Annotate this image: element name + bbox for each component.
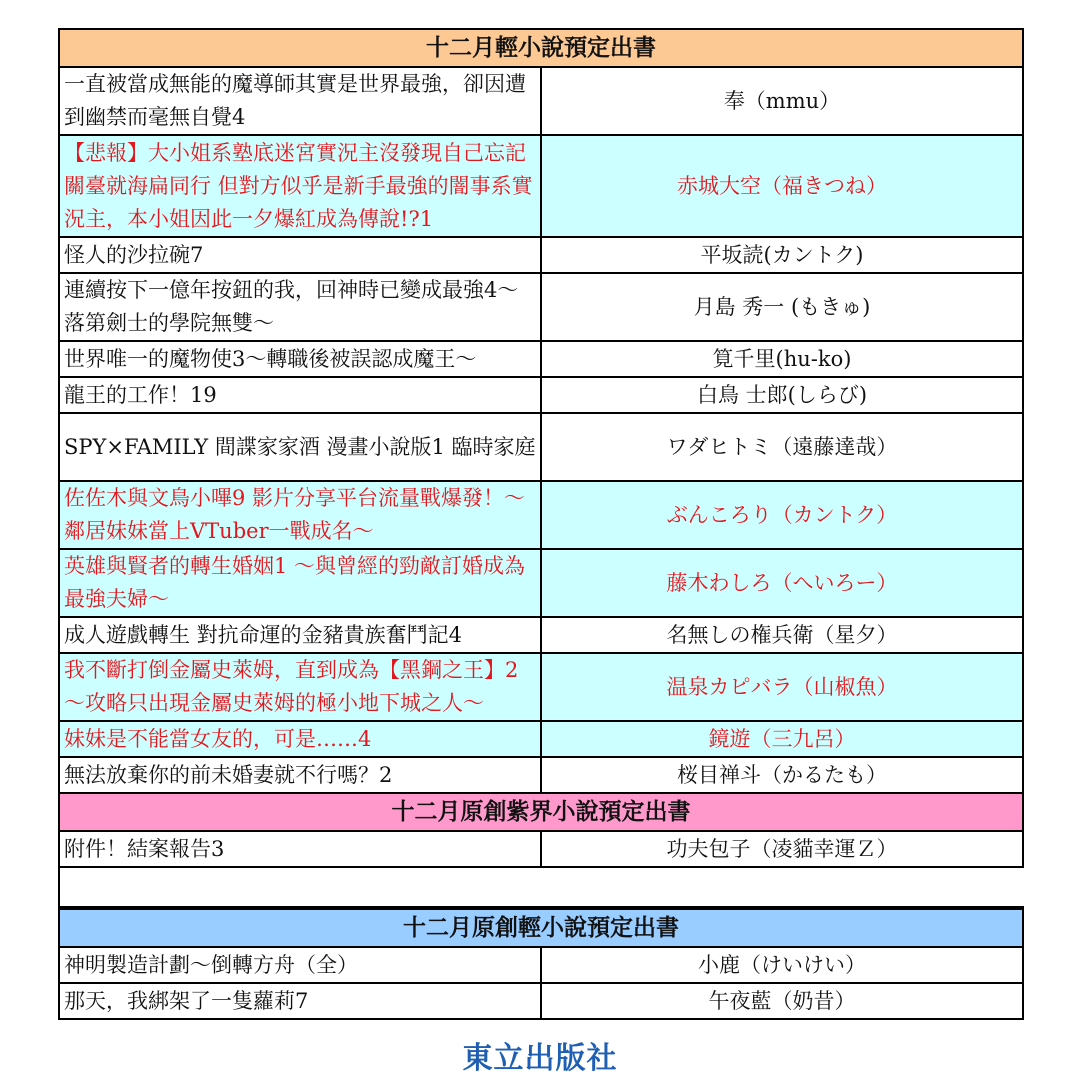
book-author: 名無しの権兵衛（星夕） [541,617,1023,653]
book-title: 【悲報】大小姐系塾底迷宮實況主沒發現自己忘記關臺就海扁同行 但對方似乎是新手最強的闇事系實況主，本小姐因此一夕爆紅成為傳說!?1 [59,135,541,237]
section-header: 十二月原創紫界小說預定出書 [59,793,1023,831]
book-author: 小鹿（けいけい） [541,947,1023,983]
section-header: 十二月原創輕小說預定出書 [59,909,1023,947]
book-row [59,135,1023,237]
book-title: 一直被當成無能的魔導師其實是世界最強，卻因遭到幽禁而毫無自覺4 [59,67,541,135]
book-row [59,481,1023,549]
book-author: 温泉カピバラ（山椒魚） [541,653,1023,721]
section-header-row [59,29,1023,67]
book-row [59,273,1023,341]
book-author: ぶんころり（カントク） [541,481,1023,549]
book-title: 無法放棄你的前未婚妻就不行嗎？2 [59,757,541,793]
release-table-section-3 [58,908,1024,1020]
book-row [59,947,1023,983]
book-author: 赤城大空（福きつね） [541,135,1023,237]
book-title: 怪人的沙拉碗7 [59,237,541,273]
book-title: 那天，我綁架了一隻蘿莉7 [59,983,541,1019]
book-row [59,757,1023,793]
book-author: 筧千里(hu-ko) [541,341,1023,377]
book-row [59,413,1023,481]
book-row [59,377,1023,413]
book-title: SPY×FAMILY 間諜家家酒 漫畫小說版1 臨時家庭 [59,413,541,481]
book-title: 佐佐木與文鳥小嗶9 影片分享平台流量戰爆發！～鄰居妹妹當上VTuber一戰成名～ [59,481,541,549]
book-author: 月島 秀一 (もきゅ) [541,273,1023,341]
section-header: 十二月輕小說預定出書 [59,29,1023,67]
book-row [59,67,1023,135]
book-author: 功夫包子（凌貓幸運Ｚ） [541,831,1023,867]
book-title: 龍王的工作！19 [59,377,541,413]
book-title: 成人遊戲轉生 對抗命運的金豬貴族奮鬥記4 [59,617,541,653]
book-title: 妹妹是不能當女友的，可是……4 [59,721,541,757]
section-header-row [59,909,1023,947]
book-row [59,721,1023,757]
publisher-logo: 東立出版社 [462,1041,618,1076]
book-row [59,831,1023,867]
book-author: 鏡遊（三九呂） [541,721,1023,757]
book-title: 我不斷打倒金屬史萊姆，直到成為【黑鋼之王】2～攻略只出現金屬史萊姆的極小地下城之人～ [59,653,541,721]
book-title: 神明製造計劃～倒轉方舟（全） [59,947,541,983]
book-title: 世界唯一的魔物使3～轉職後被誤認成魔王～ [59,341,541,377]
book-author: 桜目禅斗（かるたも） [541,757,1023,793]
release-table-section-1 [58,28,1024,868]
release-schedule-sheet [58,28,1024,1020]
book-row [59,549,1023,617]
section-header-row [59,793,1023,831]
book-row [59,237,1023,273]
book-row [59,653,1023,721]
book-author: 白鳥 士郎(しらび) [541,377,1023,413]
book-title: 附件！結案報告3 [59,831,541,867]
book-author: 午夜藍（奶昔） [541,983,1023,1019]
book-author: ワダヒトミ（遠藤達哉） [541,413,1023,481]
book-row [59,617,1023,653]
book-author: 奉（mmu） [541,67,1023,135]
book-row [59,983,1023,1019]
book-author: 藤木わしろ（へいろー） [541,549,1023,617]
book-author: 平坂読(カントク) [541,237,1023,273]
book-row [59,341,1023,377]
section-gap [58,868,1024,908]
book-title: 英雄與賢者的轉生婚姻1 ～與曾經的勁敵訂婚成為最強夫婦～ [59,549,541,617]
book-title: 連續按下一億年按鈕的我，回神時已變成最強4～落第劍士的學院無雙～ [59,273,541,341]
